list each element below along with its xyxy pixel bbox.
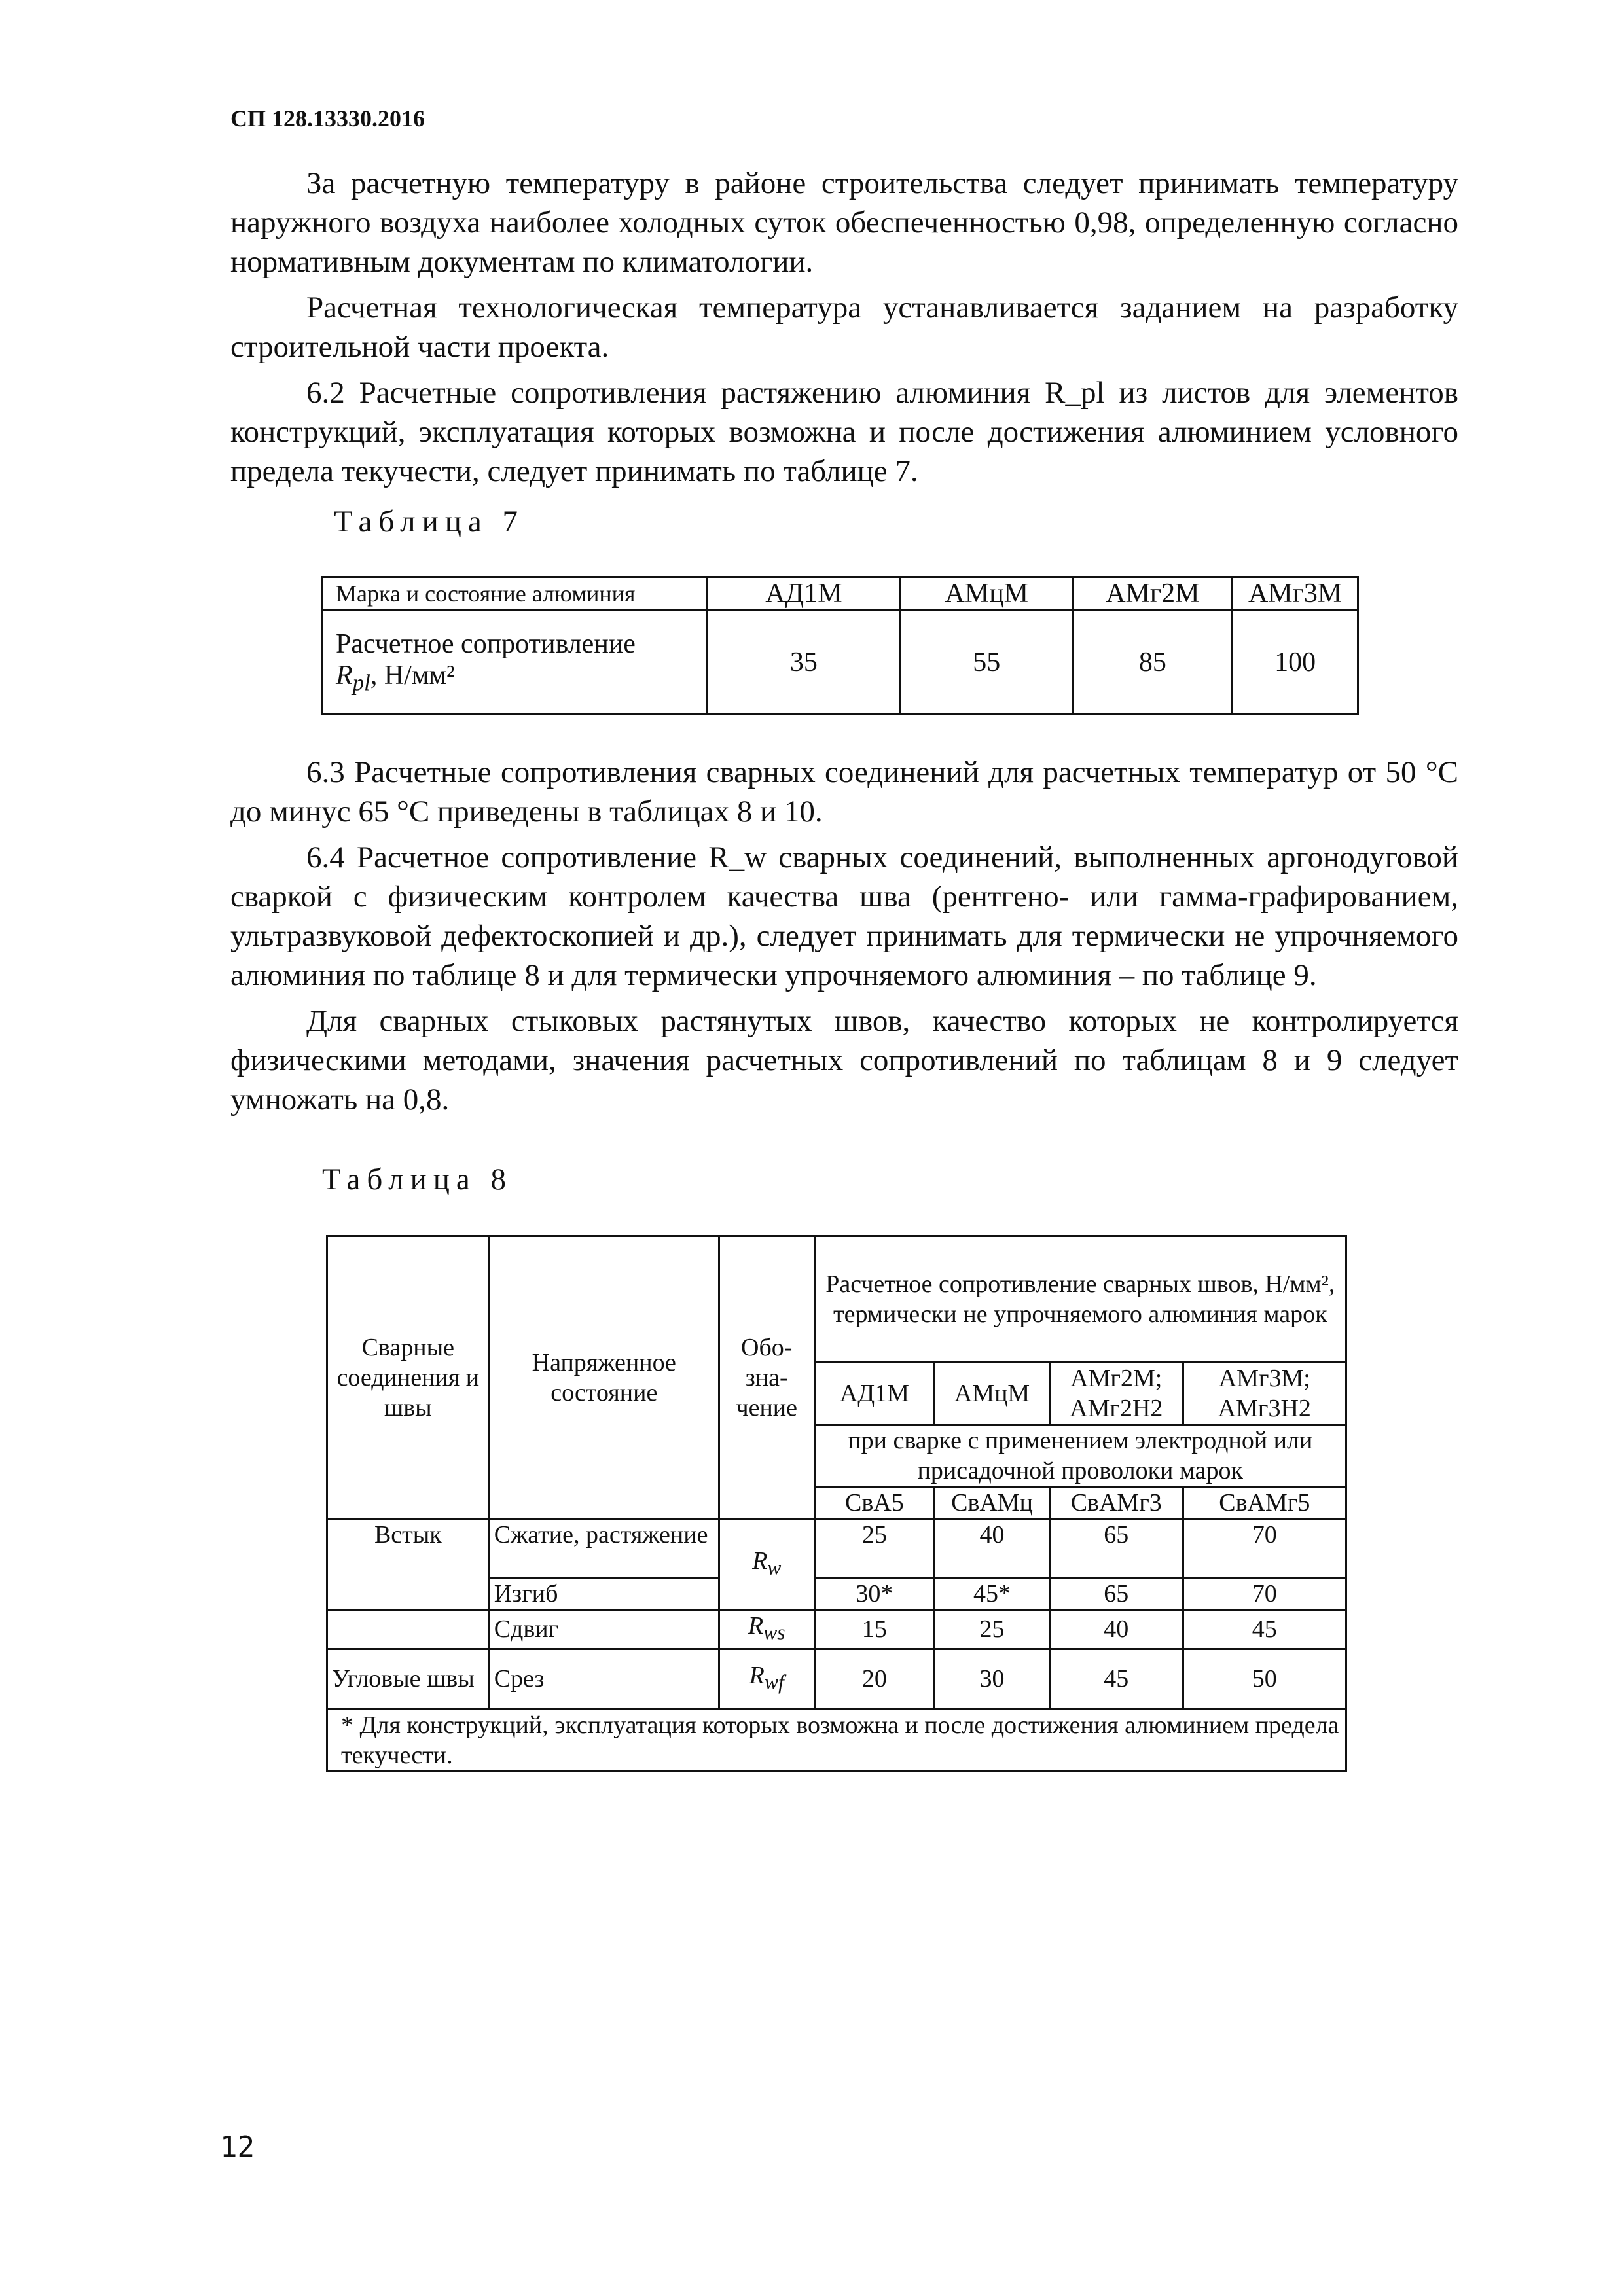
table8-wire: СвАМг5 — [1183, 1487, 1346, 1519]
table7-header-label: Марка и состояние алюминия — [322, 577, 708, 611]
table8-header-row-1 — [327, 1236, 1346, 1363]
table7-header-row — [322, 577, 1358, 611]
table-8 — [326, 1235, 1347, 1772]
table7-row-label-text: Расчетное сопротивление — [336, 628, 636, 659]
table8-value: 45 — [1049, 1649, 1183, 1709]
paragraph-butt-welds: Для сварных стыковых растянутых швов, качество которых не контролируется физическими методами, значения расчетных сопротивлений по таблицам 8 и 9 следует умножать на 0,8. — [230, 1004, 1458, 1117]
table8-symbol-r: R — [752, 1547, 768, 1575]
table8-shear-label: Сдвиг — [489, 1610, 719, 1649]
table8-footnote: * Для конструкций, эксплуатация которых возможна и после достижения алюминием предела текучести. — [327, 1709, 1346, 1771]
table8-col-designation: Обо-зна-чение — [719, 1236, 814, 1519]
table8-row-compression — [327, 1519, 1346, 1578]
paragraph-tech-temperature: Расчетная технологическая температура устанавливается заданием на разработку строительной части проекта. — [230, 291, 1458, 364]
table7-row-label — [322, 611, 708, 714]
table8-symbol-r: R — [748, 1612, 764, 1640]
table8-fillet-label: Угловые швы — [327, 1649, 490, 1709]
table8-row-shear — [327, 1610, 1346, 1649]
table8-grade: АМцМ — [935, 1363, 1050, 1425]
table8-empty-cell — [327, 1610, 490, 1649]
table8-symbol-sub: ws — [763, 1621, 785, 1644]
table8-value: 70 — [1183, 1519, 1346, 1578]
table8-value: 65 — [1049, 1578, 1183, 1610]
table8-symbol-sub: wf — [764, 1670, 784, 1694]
paragraph-6-3: 6.3 Расчетные сопротивления сварных соединений для расчетных температур от 50 °С до минус 65 °С приведены в таблицах 8 и 10. — [230, 755, 1458, 829]
table8-wire-header: при сварке с применением электродной или присадочной проволоки марок — [814, 1425, 1346, 1487]
table8-grade: АМг3М; АМг3Н2 — [1183, 1363, 1346, 1425]
table8-value: 40 — [935, 1519, 1050, 1578]
table8-col-joints: Сварные соединения и швы — [327, 1236, 490, 1519]
table7-grade: АМг3М — [1233, 577, 1358, 611]
table7-value: 100 — [1233, 611, 1358, 714]
table8-caption: Таблица 8 — [322, 1162, 513, 1196]
table8-grade: АД1М — [814, 1363, 935, 1425]
table8-value: 25 — [935, 1610, 1050, 1649]
table7-value: 85 — [1073, 611, 1233, 714]
table8-symbol-rw — [719, 1519, 814, 1610]
table7-caption: Таблица 7 — [334, 505, 525, 539]
table7-value-row — [322, 611, 1358, 714]
table8-compression-label: Сжатие, растяжение — [489, 1519, 719, 1578]
table8-value: 45 — [1183, 1610, 1346, 1649]
table8-value: 65 — [1049, 1519, 1183, 1578]
table7-row-unit: , Н/мм² — [370, 660, 455, 691]
table-7 — [321, 576, 1359, 715]
table8-value: 40 — [1049, 1610, 1183, 1649]
table8-wire: СвАМг3 — [1049, 1487, 1183, 1519]
table7-row-symbol-sub: pl — [352, 670, 370, 696]
table8-symbol-r: R — [749, 1661, 765, 1689]
table8-row-cut — [327, 1649, 1346, 1709]
table8-value: 50 — [1183, 1649, 1346, 1709]
table8-value: 70 — [1183, 1578, 1346, 1610]
table7-grade: АМг2М — [1073, 577, 1233, 611]
table8-value: 45* — [935, 1578, 1050, 1610]
table8-bending-label: Изгиб — [489, 1578, 719, 1610]
text-block-middle — [230, 753, 1458, 1126]
paragraph-design-temperature: За расчетную температуру в районе строительства следует принимать температуру наружного воздуха наиболее холодных суток обеспеченностью 0,98, определенную согласно нормативным документам по климатологии. — [230, 166, 1458, 279]
table8-col-state: Напряженное состояние — [489, 1236, 719, 1519]
table8-value: 15 — [814, 1610, 935, 1649]
paragraph-6-4: 6.4 Расчетное сопротивление R_w сварных соединений, выполненных аргонодуговой сваркой с физическим контролем качества шва (рентгено- или гамма-графированием, ультразвуковой дефектоскопией и др.), следует принимать для термически не упрочняемого алюминия по таблице 8 и для термически упрочняемого алюминия – по таблице 9. — [230, 840, 1458, 992]
table8-butt-label: Встык — [327, 1519, 490, 1610]
table7-grade: АМцМ — [901, 577, 1073, 611]
text-block-top — [230, 164, 1458, 497]
table8-value: 20 — [814, 1649, 935, 1709]
table8-value: 30 — [935, 1649, 1050, 1709]
table7-value: 55 — [901, 611, 1073, 714]
table8-wire: СвА5 — [814, 1487, 935, 1519]
table8-footnote-row — [327, 1709, 1346, 1771]
table8-symbol-rwf — [719, 1649, 814, 1709]
table8-grade: АМг2М; АМг2Н2 — [1049, 1363, 1183, 1425]
table8-cut-label: Срез — [489, 1649, 719, 1709]
table7-grade: АД1М — [707, 577, 900, 611]
table8-resistance-header: Расчетное сопротивление сварных швов, Н/мм², термически не упрочняемого алюминия марок — [814, 1236, 1346, 1363]
table7-value: 35 — [707, 611, 900, 714]
table8-symbol-sub: w — [767, 1556, 782, 1579]
page-number: 12 — [220, 2130, 255, 2164]
table8-value: 30* — [814, 1578, 935, 1610]
table8-wire: СвАМц — [935, 1487, 1050, 1519]
paragraph-6-2: 6.2 Расчетные сопротивления растяжению алюминия R_pl из листов для элементов конструкций, эксплуатация которых возможна и после достижения алюминием условного предела текучести, следует принимать по таблице 7. — [230, 376, 1458, 488]
table8-value: 25 — [814, 1519, 935, 1578]
document-code: СП 128.13330.2016 — [230, 105, 425, 132]
table8-symbol-rws — [719, 1610, 814, 1649]
table7-row-symbol: R — [336, 660, 353, 691]
